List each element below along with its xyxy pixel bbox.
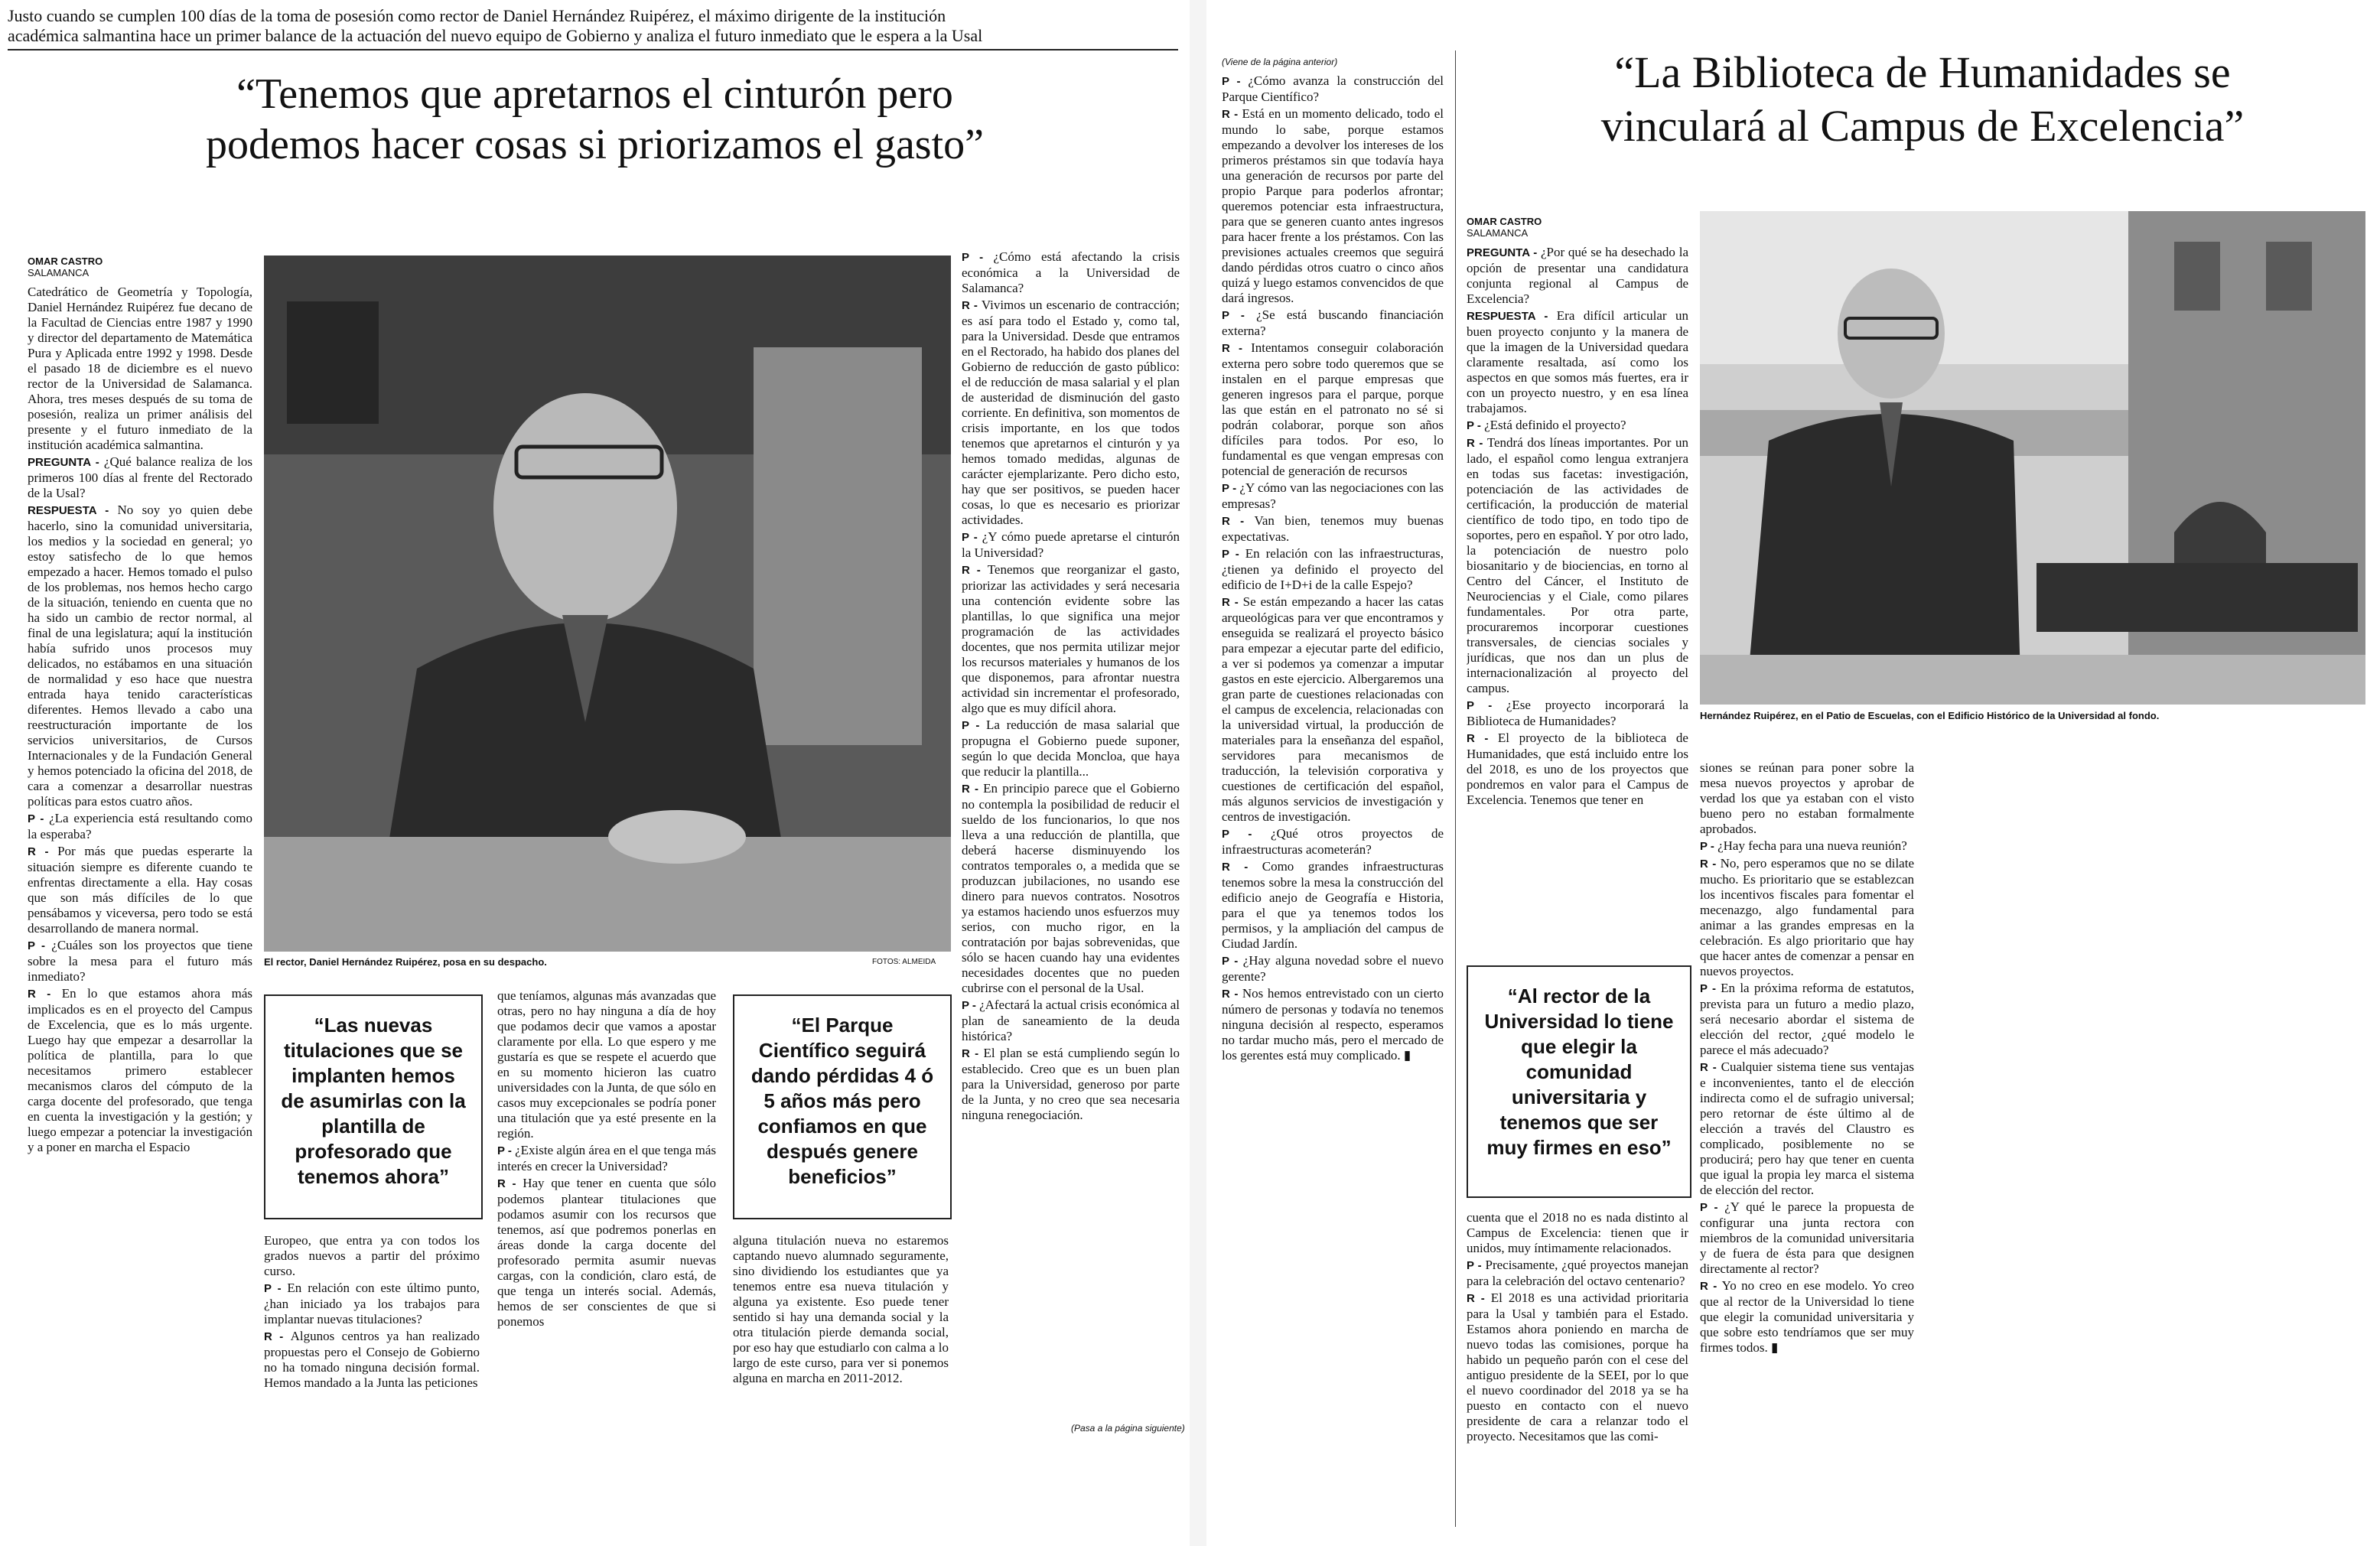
from-note: (Viene de la página anterior) xyxy=(1222,57,1338,67)
page-gutter xyxy=(1190,0,1206,1546)
paragraph: Europeo, que entra ya con todos los grados nuevos a partir del próximo curso. xyxy=(264,1233,480,1278)
right-page xyxy=(1206,0,2380,1546)
paragraph: P - ¿Cómo está afectando la crisis económica a la Universidad de Salamanca? xyxy=(962,249,1180,295)
pull-quote-rector: “Al rector de la Universidad lo tiene que elegir la comunidad universitaria y tenemos que ser muy firmes en eso” xyxy=(1467,965,1691,1198)
left-kicker-line-2: académica salmantina hace un primer balance de la actuación del nuevo equipo de Gobierno y analiza el futuro inmediato que le espera a la Usal xyxy=(8,26,983,45)
left-headline-line-1: “Tenemos que apretarnos el cinturón pero xyxy=(236,70,953,118)
pull-quote-titulaciones: “Las nuevas titulaciones que se implanten hemos de asumirlas con la plantilla de profesorado que tenemos ahora” xyxy=(264,994,483,1219)
paragraph: P - ¿Y qué le parece la propuesta de configurar una junta rectora con miembros de la comunidad universitaria y de fuera de ésta para que designen directamente al rector? xyxy=(1700,1199,1914,1276)
paragraph: P - En la próxima reforma de estatutos, prevista para un futuro a medio plazo, será necesario abordar el sistema de elección del rector, ¿qué modelo le parece el más adecuado? xyxy=(1700,981,1914,1057)
left-kicker-rule xyxy=(8,49,1178,50)
paragraph: P - ¿Y cómo puede apretarse el cinturón la Universidad? xyxy=(962,529,1180,560)
paragraph: P - La reducción de masa salarial que propugna el Gobierno puede suponer, según lo que decida Moncloa, que haya que reducir la plantilla... xyxy=(962,718,1180,779)
paragraph: R - Vivimos un escenario de contracción; es así para todo el Estado y, como tal, para la Universidad. Desde que entramos en el Rectorado, ha habido dos planes del Gobierno de reducción de gasto público: el de reducción de masa salarial y el plan de austeridad de disminución del gasto corriente. En definitiva, son momentos de crisis importante, en los que todos tenemos que apretarnos el cinturón y ya hemos tomado medidas, algunas de carácter ejemplarizante. Pero dicho esto, hay que ser positivos, se pueden hacer cosas, lo que es necesario es priorizar actividades. xyxy=(962,298,1180,527)
byline-author: OMAR CASTRO xyxy=(28,255,103,267)
paragraph: P - ¿Cómo avanza la construcción del Parque Científico? xyxy=(1222,73,1444,104)
paragraph: que teníamos, algunas más avanzadas que otras, pero no hay ninguna a día de hoy que podamos decir que vamos a apostar claramente por ella. Lo que espero y me gustaría es que se respete el acuerdo que en su momento hicieron las cuatro universidades con la Junta, de que sólo en casos muy excepcionales se podría poner una titulación que ya esté presente en la región. xyxy=(497,988,716,1141)
paragraph: R - Por más que puedas esperarte la situación siempre es diferente cuando te enfrentas directamente a ella. Hay cosas que son más difíciles de lo que pensábamos y viceversa, pero todo se está desarrollando de manera normal. xyxy=(28,844,252,936)
left-col-1 xyxy=(28,285,252,1516)
paragraph: P - ¿Afectará la actual crisis económica al plan de saneamiento de la deuda histórica? xyxy=(962,998,1180,1043)
paragraph: P - En relación con las infraestructuras, ¿tienen ya definido el proyecto del edificio de I+D+i de la calle Espejo? xyxy=(1222,546,1444,592)
right-col-2-bottom xyxy=(1467,1210,1688,1527)
left-kicker xyxy=(8,6,1178,46)
right-headline-line-1: “La Biblioteca de Humanidades se xyxy=(1614,47,2231,97)
paragraph: P - ¿Hay alguna novedad sobre el nuevo gerente? xyxy=(1222,953,1444,984)
right-photo-caption: Hernández Ruipérez, en el Patio de Escuelas, con el Edificio Histórico de la Universidad al fondo. xyxy=(1700,710,2160,721)
paragraph: R - En principio parece que el Gobierno no contempla la posibilidad de reducir el sueldo de los funcionarios, lo que nos lleva a una reducción de plantilla, que deberá hacerse disminuyendo los contratos temporales o, a medida que se produzcan jubilaciones, no usando ese dinero para nuevos contratos. Nosotros ya estamos haciendo unos esfuerzos muy serios, con mucho rigor, en la contratación por bajas sobrevenidas, que sólo se hacen cuando hay una evidentes necesidades docentes que no pueden cubrirse con el personal de la Usal. xyxy=(962,781,1180,995)
paragraph: R - Algunos centros ya han realizado propuestas pero el Consejo de Gobierno no ha tomado ninguna decisión formal. Hemos mandado a la Junta las peticiones xyxy=(264,1329,480,1390)
right-headline xyxy=(1465,46,2380,153)
paragraph: R - Intentamos conseguir colaboración externa pero sobre todo queremos que se instalen en el parque empresas que generen ingresos para el parque, porque las que están en el patronato no sé si podrán colaborar, porque son años difíciles para todos. Por eso, lo fundamental es que vengan empresas con potencial de generación de recursos xyxy=(1222,340,1444,478)
paragraph: P - ¿Y cómo van las negociaciones con las empresas? xyxy=(1222,480,1444,511)
paragraph: cuenta que el 2018 no es nada distinto al Campus de Excelencia: tienen que ir unidos, muy íntimamente relacionados. xyxy=(1467,1210,1688,1255)
paragraph: R - Se están empezando a hacer las catas arqueológicas para ver que encontramos y enseguida se realizará el proyecto básico para empezar a ejecutar parte del edificio, a ver si podemos ya comenzar a imputar gastos en este ejercicio. Albergaremos una gran parte de cuestiones relacionadas con el campus de excelencia, relacionadas con la universidad virtual, la producción de materiales para la enseñanza del español, servidores para mecanismos de traducción, la televisión corporativa y cuestiones de certificación del español, más algunos servicios de investigación y centros de investigación. xyxy=(1222,594,1444,824)
right-col-2-top xyxy=(1467,245,1688,956)
paragraph: R - Hay que tener en cuenta que sólo podemos plantear titulaciones que podamos asumir con los recursos que tenemos, así que podremos ponerlas en áreas donde la carga docente del profesorado permita asumir nuevas cargas, con la condición, claro está, de que tenga un interés social. Además, hemos de ser conscientes de que si ponemos xyxy=(497,1176,716,1329)
paragraph: RESPUESTA - No soy yo quien debe hacerlo, sino la comunidad universitaria, los medios y la sociedad en general; yo estoy satisfecho de lo que hemos empezado a hacer. Hemos tomado el pulso de los problemas, nos hemos hecho cargo de la situación, teniendo en cuenta que no ha sido un cambio de rector normal, al final de una legislatura; aquí la institución había sufrido unos procesos muy delicados, no estábamos en una situación de normalidad y eso hace que nuestra entrada haya tenido características diferentes. Hemos llevado a cabo una reestructuración importante de los servicios universitarios, de Cursos Internacionales y de la Fundación General y hemos potenciado la oficina del 2018, de cara a comenzar a desarrollar nuestras políticas para estos cuatro años. xyxy=(28,503,252,809)
rector-office-photo xyxy=(264,255,951,952)
paragraph: Catedrático de Geometría y Topología, Daniel Hernández Ruipérez fue decano de la Facultad de Ciencias entre 1987 y 1990 y director del departamento de Matemática Pura y Aplicada entre 1992 y 1998. Desde el pasado 18 de diciembre es el nuevo rector de la Universidad de Salamanca. Ahora, tres meses después de su toma de posesión, realiza un primer análisis del presente y el futuro inmediato de la institución académica salmantina. xyxy=(28,285,252,452)
left-headline-line-2: podemos hacer cosas si priorizamos el gasto” xyxy=(205,121,985,168)
right-col-divider xyxy=(1455,50,1456,1527)
patio-illustration xyxy=(1700,211,2365,705)
continue-note: (Pasa a la página siguiente) xyxy=(1071,1423,1185,1434)
right-col-3-bottom xyxy=(1700,760,1914,1527)
paragraph: P - ¿Se está buscando financiación externa? xyxy=(1222,308,1444,338)
paragraph: P - ¿Está definido el proyecto? xyxy=(1467,418,1626,432)
rector-portrait-illustration xyxy=(264,255,951,952)
left-kicker-line-1: Justo cuando se cumplen 100 días de la toma de posesión como rector de Daniel Hernández Ruipérez, el máximo dirigente de la institución xyxy=(8,6,946,25)
paragraph: R - No, pero esperamos que no se dilate mucho. Es prioritario que se establezcan los incentivos fiscales para fomentar el mecenazgo, algo fundamental para animar a las grandes empresas en la celebración. Es algo prioritario que hay que hacer antes de comenzar a pensar en nuevos proyectos. xyxy=(1700,856,1914,978)
paragraph: R - Van bien, tenemos muy buenas expectativas. xyxy=(1222,513,1444,544)
left-headline xyxy=(0,69,1190,170)
paragraph: PREGUNTA - ¿Qué balance realiza de los primeros 100 días al frente del Rectorado de la Usal? xyxy=(28,454,252,500)
left-photo-caption: El rector, Daniel Hernández Ruipérez, posa en su despacho. xyxy=(264,956,547,968)
paragraph: R - Está en un momento delicado, todo el mundo lo sabe, porque estamos empezando a devolver los intereses de los primeros préstamos sin que todavía haya una generación de recursos por parte del propio Parque para poderlos afrontar; queremos potenciar esta infraestructura, para que se generen cuanto antes ingresos para hacer frente a los préstamos. Con las previsiones actuales creemos que seguirá dando pérdidas otros cuatro o cinco años quizá y luego estamos convencidos de que dará ingresos. xyxy=(1222,106,1444,305)
byline-author: OMAR CASTRO xyxy=(1467,216,1542,227)
paragraph: R - Nos hemos entrevistado con un cierto número de personas y todavía no tenemos ninguna decisión al respecto, esperamos no tardar mucho más, pero el mercado de los gerentes está muy complicado. ▮ xyxy=(1222,986,1444,1063)
paragraph: R - Tendrá dos líneas importantes. Por un lado, el español como lengua extranjera en todas sus facetas: investigación, potenciación de las actividades de certificación, la producción de material científico de todo tipo, en todo tipo de soportes, pero en español. Y por otro lado, la potenciación de nuestro polo biosanitario y de biociencias, en torno al Centro del Cáncer, el Instituto de Neurociencias y el Ciale, como pilares fundamentales. Por otra parte, procuraremos incorporar cuestiones transversales, de ciencias sociales y jurídicas, que nos dan un plus de internacionalización al proyecto del campus. xyxy=(1467,435,1688,695)
paragraph: siones se reúnan para poner sobre la mesa nuevos proyectos y aprobar de verdad los que ya estaban con el visto bueno pero no estaban formalmente aprobados. xyxy=(1700,760,1914,836)
paragraph: alguna titulación nueva no estaremos captando nuevo alumnado seguramente, sino dividiendo los estudiantes que ya tenemos entre esa nueva titulación y alguna ya existente. Eso puede tener sentido si hay una demanda social y la otra titulación pierde demanda social, por eso hay que estudiarlo con calma a lo largo de este curso, para ver si ponemos alguna en marcha en 2011-2012. xyxy=(733,1233,949,1385)
byline-place: SALAMANCA xyxy=(1467,227,1529,239)
left-col-5 xyxy=(962,249,1180,1412)
paragraph: P - ¿Cuáles son los proyectos que tiene sobre la mesa para el futuro más inmediato? xyxy=(28,938,252,984)
paragraph: R - El proyecto de la biblioteca de Humanidades, que está incluido entre los del 2018, es uno de los proyectos que pondremos en valor para el Campus de Excelencia. Tenemos que tener en xyxy=(1467,731,1688,807)
paragraph: R - Cualquier sistema tiene sus ventajas e inconvenientes, tanto el de elección indirecta como el de sufragio universal; pero retornar de éste último al de elección a través del Claustro es complicado, posiblemente no se producirá; pero hay que tener en cuenta que igual la propia ley marca el sistema de elección del rector. xyxy=(1700,1059,1914,1197)
paragraph: R - Como grandes infraestructuras tenemos sobre la mesa la construcción del edificio anejo de Geografía e Historia, para el que ya tenemos todos los permisos, y la ampliación del campus de Ciudad Jardín. xyxy=(1222,859,1444,951)
left-col-2 xyxy=(264,1233,480,1516)
paragraph: P - ¿Ese proyecto incorporará la Biblioteca de Humanidades? xyxy=(1467,698,1688,728)
paragraph: P - En relación con este último punto, ¿han iniciado ya los trabajos para implantar nuevas titulaciones? xyxy=(264,1281,480,1326)
paragraph: PREGUNTA - ¿Por qué se ha desechado la opción de presentar una candidatura conjunta regional al Campus de Excelencia? xyxy=(1467,245,1688,306)
paragraph: RESPUESTA - Era difícil articular un buen proyecto conjunto y la manera de que la imagen de la Universidad quedara claramente resaltada, así como los aspectos en que somos más fuertes, era ir con un proyecto nuestro, y en esa línea trabajamos. xyxy=(1467,308,1688,415)
paragraph: R - Yo no creo en ese modelo. Yo creo que al rector de la Universidad lo tiene que elegir la comunidad universitaria y que sobre esto tendríamos que ser muy firmes todos. ▮ xyxy=(1700,1278,1914,1355)
left-photo-credit: FOTOS: ALMEIDA xyxy=(872,958,936,966)
paragraph: R - El 2018 es una actividad prioritaria para la Usal y también para el Estado. Estamos ahora poniendo en marcha de nuevo todas las comisiones, porque ha habido un pequeño parón con el cese del antiguo presidente de la SEEI, por lo que el nuevo coordinador del 2018 ya se ha puesto en contacto con el nuevo presidente de cara a relanzar todo el proyecto. Necesitamos que las comi- xyxy=(1467,1291,1688,1443)
paragraph: R - En lo que estamos ahora más implicados es en el proyecto del Campus de Excelencia, que es lo más urgente. Luego hay que empezar a desarrollar la política de plantilla, para lo que necesitamos primero establecer mecanismos claros del cómputo de la carga docente del profesorado, que tenga en cuenta la investigación y la gestión; y luego empezar a potenciar la investigación y a poner en marcha el Espacio xyxy=(28,986,252,1154)
left-col-3 xyxy=(497,988,716,1516)
paragraph: R - El plan se está cumpliendo según lo establecido. Creo que es un buen plan para la Universidad, generoso por parte de la Junta, y no creo que sea necesaria ninguna renegociación. xyxy=(962,1046,1180,1122)
left-byline xyxy=(28,255,242,278)
paragraph: R - Tenemos que reorganizar el gasto, priorizar las actividades y será necesaria una contención evidente sobre las plantillas, lo que significa una mejor programación de las actividades docentes, que nos permita utilizar mejor los recursos materiales y humanos de los que disponemos, para afrontar nuestra actividad sin incrementar el profesorado, algo que es muy difícil ahora. xyxy=(962,562,1180,715)
right-col-1 xyxy=(1222,73,1444,1527)
byline-place: SALAMANCA xyxy=(28,267,90,278)
patio-escuelas-photo xyxy=(1700,211,2365,705)
left-col-4 xyxy=(733,1233,949,1516)
paragraph: P - ¿La experiencia está resultando como la esperaba? xyxy=(28,811,252,841)
paragraph: P - ¿Qué otros proyectos de infraestructuras acometerán? xyxy=(1222,826,1444,857)
right-headline-line-2: vinculará al Campus de Excelencia” xyxy=(1600,101,2245,151)
paragraph: P - ¿Existe algún área en el que tenga más interés en crecer la Universidad? xyxy=(497,1143,716,1173)
right-byline xyxy=(1467,216,1681,239)
paragraph: P - ¿Hay fecha para una nueva reunión? xyxy=(1700,838,1907,853)
paragraph: P - Precisamente, ¿qué proyectos manejan para la celebración del octavo centenario? xyxy=(1467,1258,1688,1288)
pull-quote-parque: “El Parque Científico seguirá dando pérdidas 4 ó 5 años más pero confiamos en que después genere beneficios” xyxy=(733,994,952,1219)
